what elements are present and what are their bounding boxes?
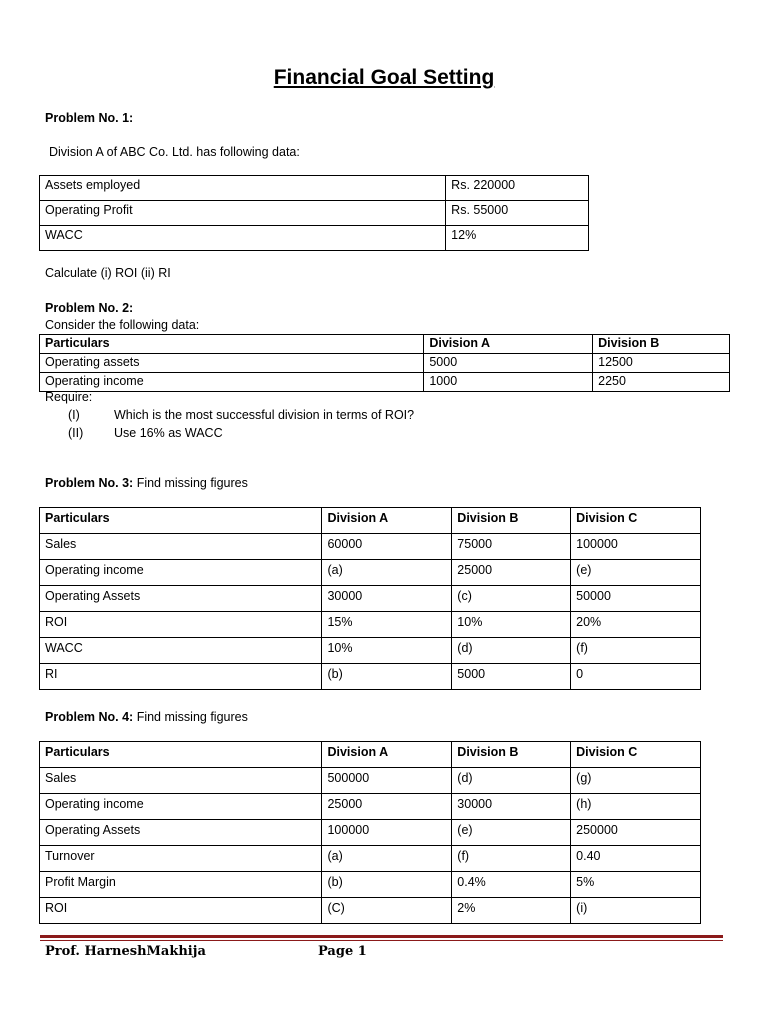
table-cell: (c) xyxy=(452,586,571,612)
problem-4-heading-label: Problem No. 4: xyxy=(45,710,134,724)
table-cell: Operating Assets xyxy=(40,586,322,612)
problem-3-heading-text: Find missing figures xyxy=(133,476,248,490)
table-cell: Assets employed xyxy=(40,176,446,201)
footer-author: Prof. HarneshMakhija xyxy=(45,944,206,959)
table-row xyxy=(40,898,701,924)
table-cell: Operating income xyxy=(40,560,322,586)
page-title: Financial Goal Setting xyxy=(273,66,495,89)
table-cell: 5000 xyxy=(424,354,593,373)
table-header-row xyxy=(40,508,701,534)
table-cell: 0 xyxy=(571,664,701,690)
problem-2-intro: Consider the following data: xyxy=(45,318,200,332)
table-cell: 25000 xyxy=(322,794,452,820)
table-cell: (d) xyxy=(452,768,571,794)
problem-1-intro: Division A of ABC Co. Ltd. has following data: xyxy=(49,145,300,159)
column-header: Particulars xyxy=(40,335,424,354)
table-row xyxy=(40,560,701,586)
table-cell: 2% xyxy=(452,898,571,924)
column-header: Division B xyxy=(452,742,571,768)
table-cell: 12500 xyxy=(593,354,730,373)
table-cell: Profit Margin xyxy=(40,872,322,898)
table-cell: 50000 xyxy=(571,586,701,612)
problem-1-calculate: Calculate (i) ROI (ii) RI xyxy=(45,266,171,280)
table-row xyxy=(40,768,701,794)
problem-4-heading-text: Find missing figures xyxy=(133,710,248,724)
table-cell: Operating income xyxy=(40,794,322,820)
table-cell: Sales xyxy=(40,534,322,560)
table-cell: 30000 xyxy=(452,794,571,820)
table-cell: 12% xyxy=(446,226,589,251)
table-cell: (f) xyxy=(452,846,571,872)
table-cell: 500000 xyxy=(322,768,452,794)
problem-4-table xyxy=(39,741,701,924)
table-cell: (i) xyxy=(571,898,701,924)
table-row xyxy=(40,373,730,392)
table-cell: 15% xyxy=(322,612,452,638)
table-cell: WACC xyxy=(40,226,446,251)
requirement-text: Use 16% as WACC xyxy=(114,426,223,440)
problem-1-table xyxy=(39,175,589,251)
table-cell: Turnover xyxy=(40,846,322,872)
column-header: Division B xyxy=(452,508,571,534)
table-row xyxy=(40,820,701,846)
table-cell: RI xyxy=(40,664,322,690)
table-cell: 10% xyxy=(322,638,452,664)
table-cell: Operating Profit xyxy=(40,201,446,226)
table-cell: 100000 xyxy=(571,534,701,560)
table-cell: (e) xyxy=(571,560,701,586)
table-cell: (d) xyxy=(452,638,571,664)
table-cell: Rs. 55000 xyxy=(446,201,589,226)
column-header: Division C xyxy=(571,742,701,768)
problem-2-heading: Problem No. 2: xyxy=(45,301,134,315)
table-cell: Operating Assets xyxy=(40,820,322,846)
table-header-row xyxy=(40,742,701,768)
problem-4-heading xyxy=(45,709,248,725)
table-cell: Sales xyxy=(40,768,322,794)
table-row xyxy=(40,872,701,898)
column-header: Division B xyxy=(593,335,730,354)
table-cell: WACC xyxy=(40,638,322,664)
table-cell: 20% xyxy=(571,612,701,638)
table-cell: 25000 xyxy=(452,560,571,586)
table-cell: 0.40 xyxy=(571,846,701,872)
table-cell: (h) xyxy=(571,794,701,820)
requirement-number: (I) xyxy=(68,408,80,422)
column-header: Division A xyxy=(322,508,452,534)
column-header: Division C xyxy=(571,508,701,534)
table-row xyxy=(40,664,701,690)
problem-1-heading: Problem No. 1: xyxy=(45,111,134,125)
table-cell: (a) xyxy=(322,846,452,872)
table-row xyxy=(40,794,701,820)
problem-3-table xyxy=(39,507,701,690)
table-row xyxy=(40,226,589,251)
table-header-row xyxy=(40,335,730,354)
table-cell: 10% xyxy=(452,612,571,638)
table-cell: ROI xyxy=(40,898,322,924)
footer-page-number: Page 1 xyxy=(318,944,367,959)
table-row xyxy=(40,846,701,872)
table-cell: 75000 xyxy=(452,534,571,560)
problem-2-table xyxy=(39,334,730,392)
table-cell: 60000 xyxy=(322,534,452,560)
footer-rule-thin xyxy=(40,940,723,941)
table-row xyxy=(40,612,701,638)
table-cell: (a) xyxy=(322,560,452,586)
table-row xyxy=(40,201,589,226)
table-row xyxy=(40,586,701,612)
table-cell: (C) xyxy=(322,898,452,924)
table-row xyxy=(40,354,730,373)
requirement-number: (II) xyxy=(68,426,84,440)
table-cell: 5000 xyxy=(452,664,571,690)
table-cell: 1000 xyxy=(424,373,593,392)
table-cell: (b) xyxy=(322,872,452,898)
table-cell: 0.4% xyxy=(452,872,571,898)
problem-3-heading xyxy=(45,475,248,491)
table-cell: 2250 xyxy=(593,373,730,392)
column-header: Division A xyxy=(322,742,452,768)
column-header: Division A xyxy=(424,335,593,354)
table-cell: (g) xyxy=(571,768,701,794)
problem-3-heading-label: Problem No. 3: xyxy=(45,476,134,490)
table-cell: 100000 xyxy=(322,820,452,846)
table-cell: (f) xyxy=(571,638,701,664)
table-row xyxy=(40,534,701,560)
table-row xyxy=(40,638,701,664)
table-cell: ROI xyxy=(40,612,322,638)
table-cell: (b) xyxy=(322,664,452,690)
column-header: Particulars xyxy=(40,742,322,768)
table-cell: 30000 xyxy=(322,586,452,612)
table-cell: Operating assets xyxy=(40,354,424,373)
column-header: Particulars xyxy=(40,508,322,534)
table-cell: Operating income xyxy=(40,373,424,392)
table-row xyxy=(40,176,589,201)
table-cell: (e) xyxy=(452,820,571,846)
requirement-text: Which is the most successful division in terms of ROI? xyxy=(114,408,415,422)
footer-rule-thick xyxy=(40,935,723,938)
table-cell: 250000 xyxy=(571,820,701,846)
problem-2-require: Require: xyxy=(45,390,93,404)
table-cell: Rs. 220000 xyxy=(446,176,589,201)
table-cell: 5% xyxy=(571,872,701,898)
